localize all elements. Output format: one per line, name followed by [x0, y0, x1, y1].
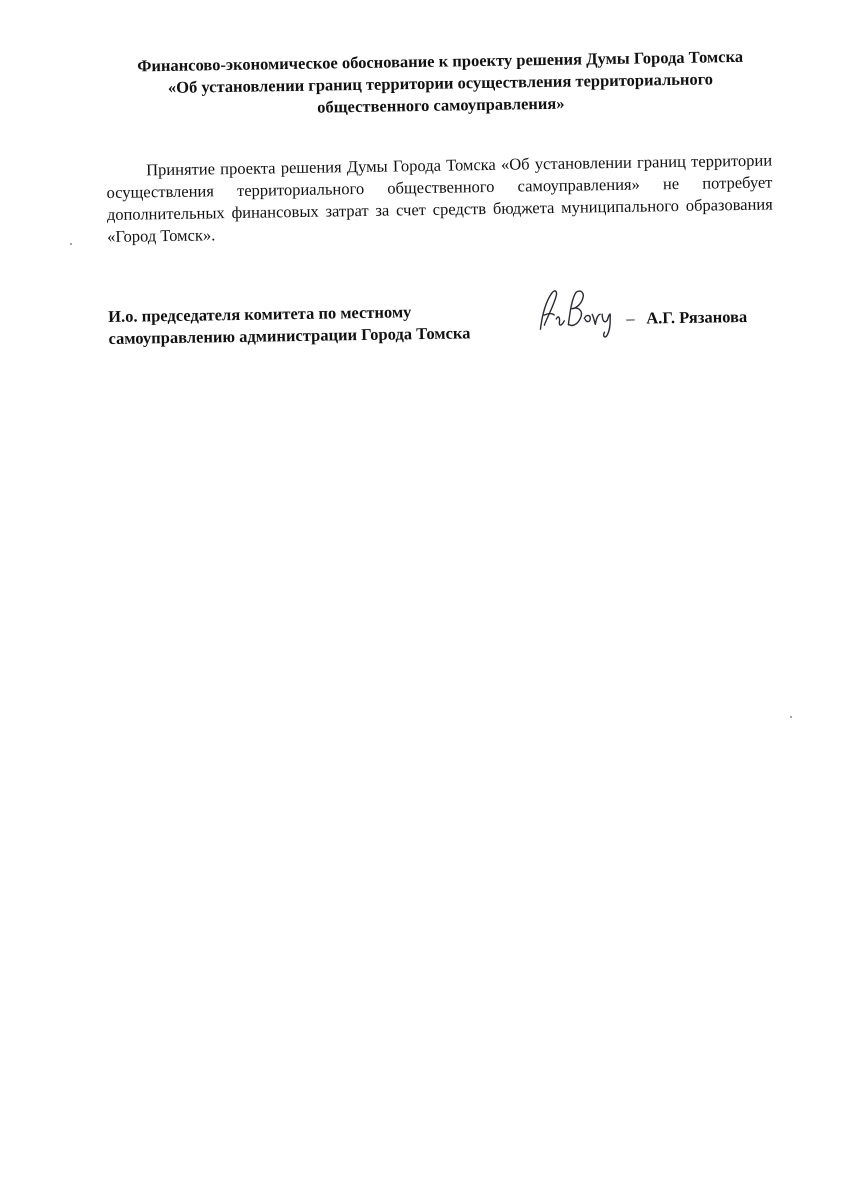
signatory-name: А.Г. Рязанова: [646, 306, 748, 328]
heading-line-2: «Об установлении границ территории осуществления территориального: [167, 69, 714, 97]
document-body: [106, 150, 773, 248]
document-heading: [100, 45, 781, 122]
heading-line-1: Финансово-экономическое обоснование к проекту решения Думы Города Томска: [137, 46, 744, 76]
scan-speck: [790, 716, 792, 718]
scan-speck: [70, 243, 72, 245]
signature-block: [108, 296, 769, 366]
signatory-role-line-2: самоуправлению администрации Города Томска: [108, 323, 471, 348]
signatory-role-line-1: И.о. председателя комитета по местному: [108, 302, 412, 326]
signature-dash: –: [626, 308, 635, 328]
body-paragraph: Принятие проекта решения Думы Города Томска «Об установлении границ территории осуществления территориального общественного самоуправления» не потребует дополнительных финансовых затрат за счет средств бюджета муниципального образования «Город Томск».: [106, 150, 773, 246]
heading-line-3: общественного самоуправления»: [316, 93, 565, 117]
handwritten-signature: [532, 284, 633, 342]
signatory-role: [108, 300, 471, 350]
